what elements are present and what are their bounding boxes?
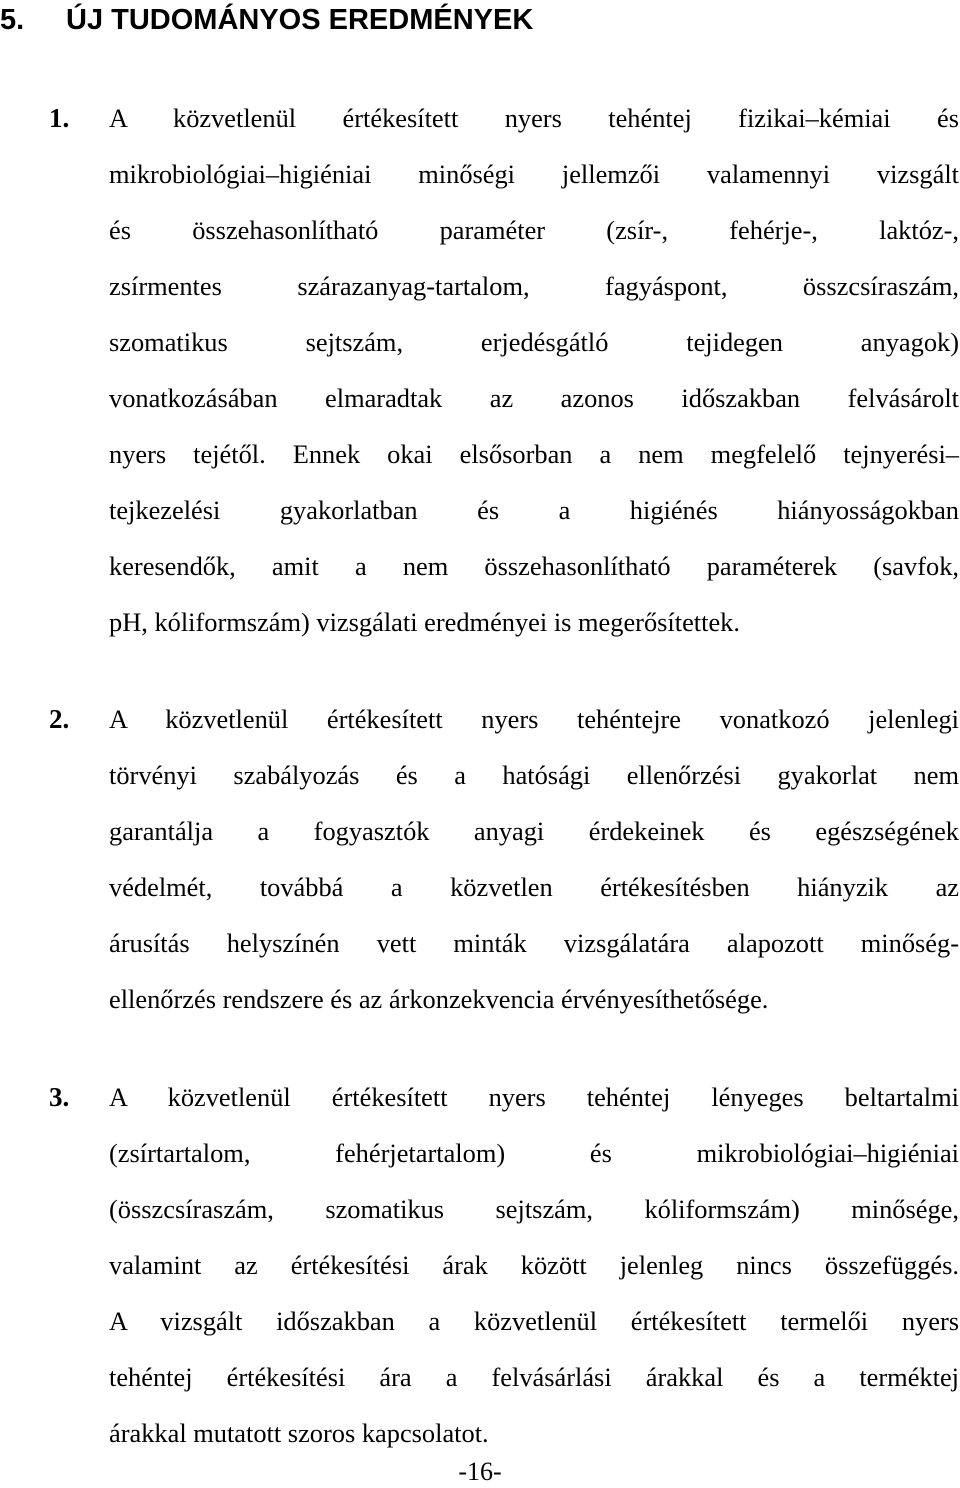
text-line: A közvetlenül értékesített nyers tehéntej lényeges beltartalmi (109, 1082, 959, 1112)
section-number: 5. (0, 4, 25, 36)
text-line: törvényi szabályozás és a hatósági ellenőrzési gyakorlat nem (109, 760, 959, 790)
text-line: védelmét, továbbá a közvetlen értékesítésben hiányzik az (109, 872, 959, 902)
text-line: tejkezelési gyakorlatban és a higiénés hiányosságokban (109, 495, 959, 525)
result-number: 3. (49, 1082, 70, 1112)
text-line: A közvetlenül értékesített nyers tehéntej fizikai–kémiai és (109, 103, 959, 133)
text-line: (összcsíraszám, szomatikus sejtszám, kóliformszám) minősége, (109, 1194, 959, 1224)
page-number: -16- (458, 1457, 502, 1486)
text-line: és összehasonlítható paraméter (zsír-, fehérje-, laktóz-, (109, 215, 959, 245)
section-heading (0, 0, 533, 40)
result-number: 1. (49, 103, 70, 133)
text-line: vonatkozásában elmaradtak az azonos időszakban felvásárolt (109, 383, 959, 413)
result-text (109, 691, 959, 1027)
text-line: zsírmentes szárazanyag-tartalom, fagyáspont, összcsíraszám, (109, 271, 959, 301)
result-text (109, 1069, 959, 1461)
text-line: nyers tejétől. Ennek okai elsősorban a nem megfelelő tejnyerési– (109, 439, 959, 469)
text-line: (zsírtartalom, fehérjetartalom) és mikrobiológiai–higiéniai (109, 1138, 959, 1168)
text-line: pH, kóliformszám) vizsgálati eredményei is megerősítettek. (109, 607, 740, 637)
result-number: 2. (49, 704, 70, 734)
text-line: A vizsgált időszakban a közvetlenül értékesített termelői nyers (109, 1306, 959, 1336)
text-line: ellenőrzés rendszere és az árkonzekvencia érvényesíthetősége. (109, 984, 769, 1014)
text-line: A közvetlenül értékesített nyers tehéntejre vonatkozó jelenlegi (109, 704, 959, 734)
text-line: keresendők, amit a nem összehasonlítható paraméterek (savfok, (109, 551, 959, 581)
section-title: ÚJ TUDOMÁNYOS EREDMÉNYEK (66, 4, 534, 36)
text-line: árakkal mutatott szoros kapcsolatot. (109, 1418, 489, 1448)
text-line: valamint az értékesítési árak között jelenleg nincs összefüggés. (109, 1250, 959, 1280)
text-line: tehéntej értékesítési ára a felvásárlási árakkal és a terméktej (109, 1362, 959, 1392)
text-line: garantálja a fogyasztók anyagi érdekeinek és egészségének (109, 816, 959, 846)
text-line: szomatikus sejtszám, erjedésgátló tejidegen anyagok) (109, 327, 959, 357)
text-line: mikrobiológiai–higiéniai minőségi jellemzői valamennyi vizsgált (109, 159, 959, 189)
result-text (109, 90, 959, 650)
text-line: árusítás helyszínén vett minták vizsgálatára alapozott minőség- (109, 928, 959, 958)
